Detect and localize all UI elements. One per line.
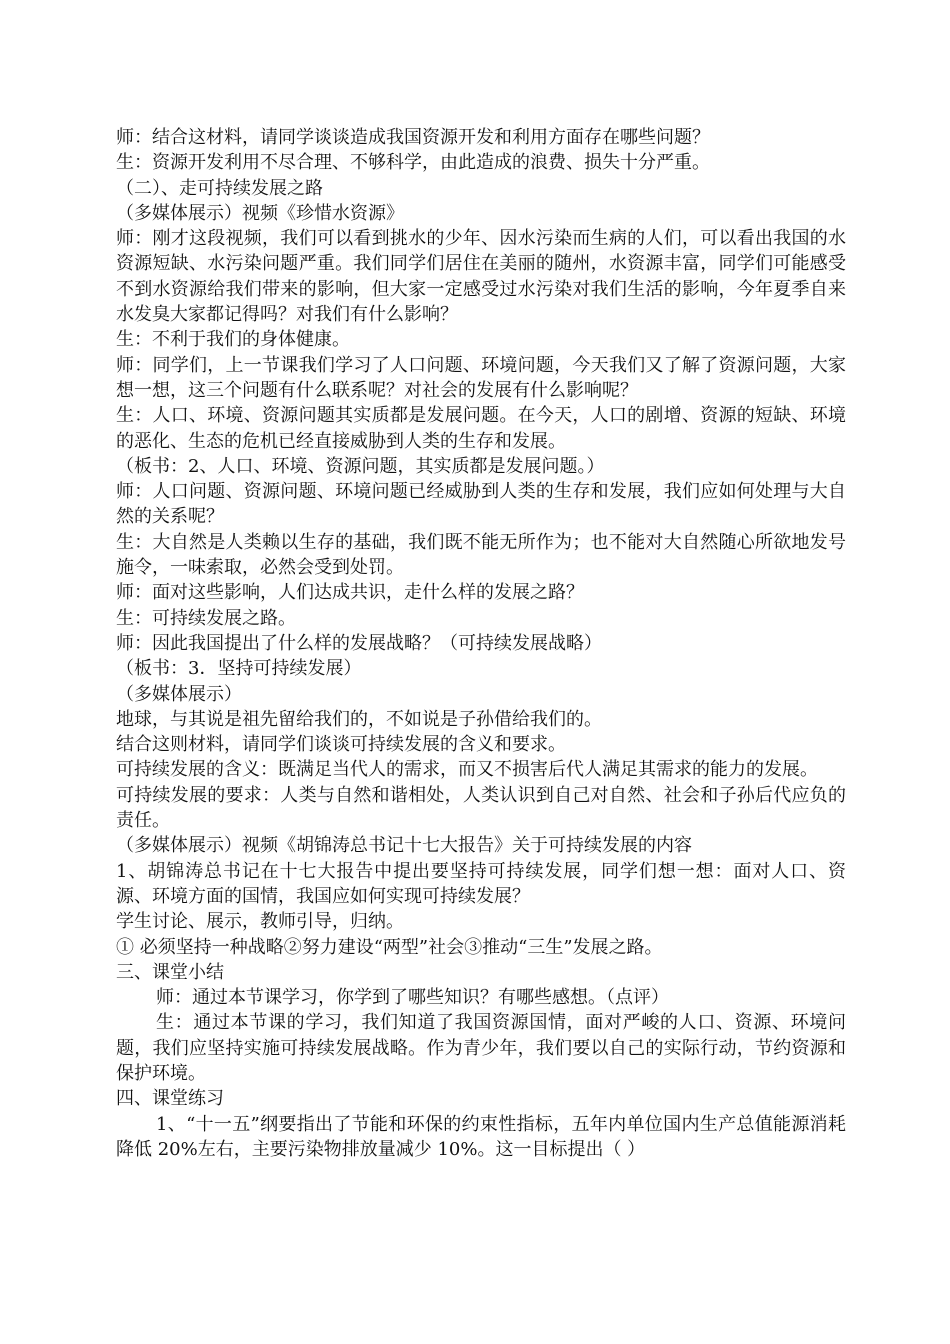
paragraph-sustainable-meaning: 可持续发展的含义：既满足当代人的需求，而又不损害后代人满足其需求的能力的发展。	[116, 759, 818, 781]
paragraph-teacher-water-discussion: 师：刚才这段视频，我们可以看到挑水的少年、因水污染而生病的人们，可以看出我国的水资源短缺、水污染问题严重。我们同学们居住在美丽的随州，水资源丰富，同学们可能感受不到水资源给我们带来的影响，但大家一定感受过水污染对我们生活的影响，今年夏季自来水发臭大家都记得吗？对我们有什么影响？	[116, 228, 846, 326]
paragraph-teacher-three-problems: 师：同学们，上一节课我们学习了人口问题、环境问题，今天我们又了解了资源问题，大家想一想，这三个问题有什么联系呢？对社会的发展有什么影响呢？	[116, 354, 846, 401]
paragraph-student-answer-waste: 生：资源开发利用不尽合理、不够科学，由此造成的浪费、损失十分严重。	[116, 152, 710, 174]
paragraph-teacher-summary-question: 师：通过本节课学习，你学到了哪些知识？有哪些感想。（点评）	[156, 987, 669, 1009]
paragraph-multimedia-water-video: （多媒体展示）视频《珍惜水资源》	[116, 202, 404, 224]
paragraph-teacher-strategy: 师：因此我国提出了什么样的发展战略？（可持续发展战略）	[116, 632, 602, 654]
paragraph-earth-quote: 地球，与其说是祖先留给我们的，不如说是子孙借给我们的。	[116, 708, 602, 730]
paragraph-student-health: 生：不利于我们的身体健康。	[116, 329, 350, 351]
paragraph-student-development-problem: 生：人口、环境、资源问题其实质都是发展问题。在今天，人口的剧增、资源的短缺、环境的恶化、生态的危机已经直接威胁到人类的生存和发展。	[116, 405, 846, 452]
paragraph-strategy-points: ① 必须坚持一种战略②努力建设“两型”社会③推动“三生”发展之路。	[116, 936, 663, 958]
paragraph-multimedia-report-video: （多媒体展示）视频《胡锦涛总书记十七大报告》关于可持续发展的内容	[116, 835, 692, 857]
section-heading-sustainable-path: （二）、走可持续发展之路	[116, 177, 323, 199]
paragraph-multimedia-display: （多媒体展示）	[116, 683, 242, 705]
paragraph-student-nature-basis: 生：大自然是人类赖以生存的基础，我们既不能无所作为；也不能对大自然随心所欲地发号施令，一味索取，必然会受到处罚。	[116, 531, 846, 579]
paragraph-report-question: 1、胡锦涛总书记在十七大报告中提出要坚持可持续发展，同学们想一想：面对人口、资源、环境方面的国情，我国应如何实现可持续发展？	[116, 860, 846, 907]
paragraph-board-note-3: （板书：3．坚持可持续发展）	[116, 658, 362, 680]
document-body	[116, 125, 846, 1162]
paragraph-board-note-2: （板书：2、人口、环境、资源问题，其实质都是发展问题。）	[116, 455, 605, 477]
paragraph-teacher-question-problems: 师：结合这材料，请同学谈谈造成我国资源开发和利用方面存在哪些问题？	[116, 127, 710, 148]
paragraph-exercise-question-1: 1、“十一五”纲要指出了节能和环保的约束性指标，五年内单位国内生产总值能源消耗降低 20%左右，主要污染物排放量减少 10%。这一目标提出（ ）	[116, 1113, 846, 1160]
paragraph-student-summary-answer: 生：通过本节课的学习，我们知道了我国资源国情，面对严峻的人口、资源、环境问题，我们应坚持实施可持续发展战略。作为青少年，我们要以自己的实际行动，节约资源和保护环境。	[116, 1012, 846, 1084]
paragraph-sustainable-requirements: 可持续发展的要求：人类与自然和谐相处，人类认识到自己对自然、社会和子孙后代应负的责任。	[116, 784, 846, 832]
section-heading-class-summary: 三、课堂小结	[116, 961, 224, 983]
paragraph-teacher-nature-relationship: 师：人口问题、资源问题、环境问题已经威胁到人类的生存和发展，我们应如何处理与大自然的关系呢？	[116, 481, 846, 528]
paragraph-teacher-consensus: 师：面对这些影响，人们达成共识，走什么样的发展之路？	[116, 582, 584, 604]
paragraph-student-discussion: 学生讨论、展示，教师引导，归纳。	[116, 911, 404, 933]
paragraph-material-prompt: 结合这则材料，请同学们谈谈可持续发展的含义和要求。	[116, 734, 566, 756]
section-heading-class-exercise: 四、课堂练习	[116, 1088, 224, 1110]
paragraph-student-sustainable-path: 生：可持续发展之路。	[116, 607, 296, 629]
